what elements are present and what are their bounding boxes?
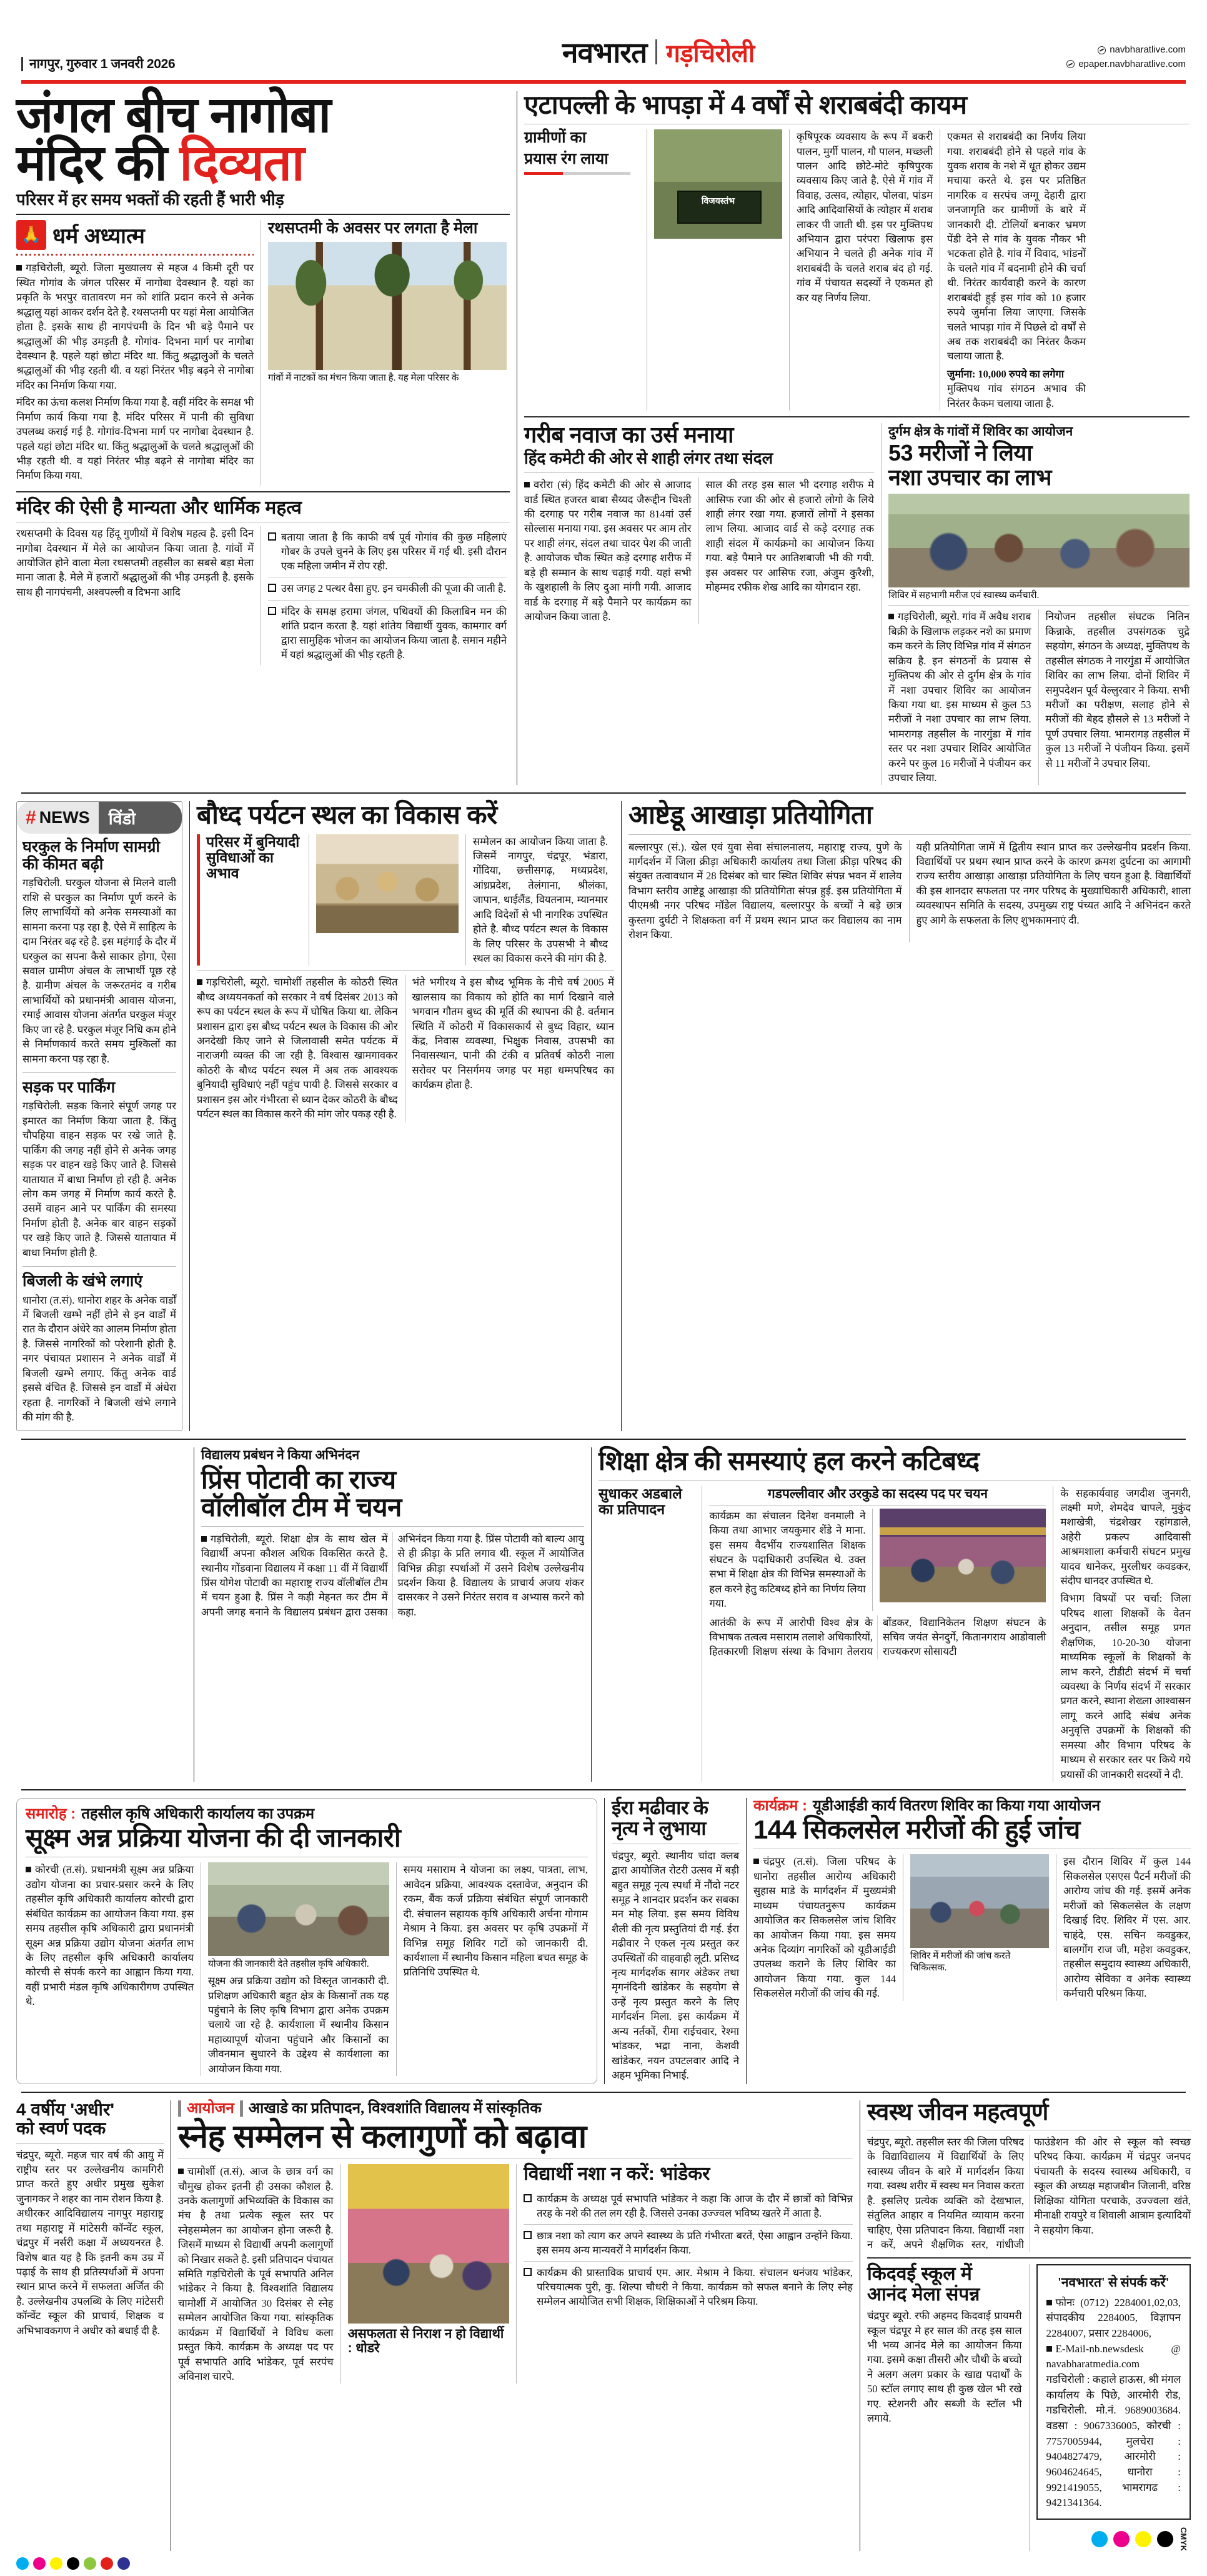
bauddha-deck-2: सुविधाओं का अभाव: [206, 849, 274, 882]
lead-headline-line1: जंगल बीच नागोबा: [16, 87, 330, 142]
bar-icon: [240, 2100, 243, 2117]
lead-col-right: [268, 220, 507, 485]
globe-icon: [1066, 60, 1075, 68]
cyan-dot-icon: [1091, 2531, 1108, 2547]
checkbox-square-icon: [268, 607, 276, 615]
reg-red-icon: [101, 2557, 113, 2570]
nasha-headline-2: नशा उपचार का लाभ: [888, 464, 1051, 490]
kalagun-photo-caption: असफलता से निराश न हो विद्यार्थी : धोडरे: [347, 2327, 504, 2356]
checkbox-square-icon: [524, 2231, 532, 2239]
nasha-col-a: गड़चिरोली, ब्यूरो. गांव में अवैध शराब बिक्री के खिलाफ लड़कर नशे का प्रमाण कम करने के लिए विभिन्न गांव में संगठन सक्रिय है. इन संगठनों के प्रयास से मुक्तिपथ की ओर से दुर्गम क्षेत्र के गांव में नशा उपचार शिविर का आयोजन किया गया था. इस माध्यम से कुल 53 मरीजों ने नशा उपचार का लाभ लिया. भामरागड़ तहसील के नारगुंडा में गांव स्तर पर नशा उपचार शिविर आयोजित करने पर कुल 16 मरीजों ने पंजीयन कर उपचार लिया.: [888, 611, 1031, 784]
irra-body: चंद्रपुर, ब्यूरो. स्थानीय चांदा क्लब द्वारा आयोजित रोटरी उत्सव में बड़ी बहुत समूह नृत्य स्पर्धा में नौंदो नटर समूह ने शानदार प्रदर्शन कर सबका मन मोह लिया. इस समय विविध शैली की नृत्य प्रस्तुतियां दी गई. ईरा मढीवार ने एकल नृत्य प्रस्तुत कर उपस्थितों की वाहवाही लूटी. प्रसिध्द नृत्य मार्गदर्शक सागर अंडेकर तथा मृगनंदिनी खांडेकर के सहयोग से उन्हें नृत्य प्रस्तुत करने के लिए मार्गदर्शन मिला. इस कार्यक्रम में अन्य नर्तकों, रीमा राईचवार, रेश्मा भांडकर, भद्रा नाना, केशवी खांडेकर, नयन उपटलवार आदि ने अहम भूमिका निभाई.: [612, 1849, 739, 2081]
liquor-ban-body: [524, 129, 1190, 411]
kalagun-photo-col: [348, 2164, 510, 2384]
news-item-body: धानोरा (त.सं). धानोरा शहर के अनेक वार्डों में बिजली खम्भे नहीं होने से इन वार्डों में रात के दौरान अंधेरे का आलम निर्माण होता है. जिससे नागरिकों को परेशानी होती है. नगर पंचायत प्रशासन ने अनेक वार्डों में बिजली खम्भे लगाए. किंतु अनेक वार्ड इससे वंचित है. जिससे इन वार्डों में अंधेरा रहता है. नागरिकों ने बिजली खंभे लगाने की मांग की है.: [22, 1294, 176, 1423]
samaroh-box: [16, 1798, 597, 2084]
kalagun-photo: [348, 2164, 510, 2324]
contact-box: [1036, 2264, 1191, 2519]
news-item: [22, 839, 176, 1066]
adheer-headline-2: को स्वर्ण पदक: [16, 2119, 106, 2139]
epaper-link[interactable]: epaper.navbharatlive.com: [1078, 58, 1186, 69]
bottom-zone: [16, 2100, 1191, 2551]
prince-kicker: विद्यालय प्रबंधन ने किया अभिनंदन: [201, 1447, 360, 1463]
web-links: [1066, 43, 1186, 71]
news-item-title: बिजली के खंभे लगाएं: [22, 1272, 143, 1290]
tag-bars-left: [178, 2100, 181, 2117]
karyakram-photo-caption: शिविर में मरीजों की जांच करते चिकित्सक.: [910, 1951, 1011, 1974]
news-item-body: गड़चिरोली. सड़क किनारे संपूर्ण जगह पर इमारत का निर्माण किया जाता है. किंतु चौपहिया वाहन सड़क पर रखे जाते है. पार्किंग की जगह नहीं होने से अनेक जगह सड़क पर वाहन खड़े किए जाते है. जिससे यातायात में बाधा निर्माण हो रही है. अनेक लोग कम जगह में निर्माण कार्य करते है. उसमें वाहन आने पर पार्किंग की समस्या निर्माण होती है. अनेक बार वाहन सड़कों पर खड़े किए जाते है. जिससे यातायात में बाधा निर्माण होती है.: [22, 1100, 176, 1259]
karyakram-col-b: इस दौरान शिविर में कुल 144 सिकलसेल एसएस पैटर्न मरीजों की आरोग्य जांच की गई. इसमें अनेक मरीजों को सिकलसेल के लक्षण दिखाई दिए. शिविर में एस. आर. चाहंदे, एस. सचिन कवडुकर, बालगोंग राज जी, महेश कवडुकर, तहसील समुदाय स्वास्थ्य अधिकारी, आरोग्य सेविका व अनेक स्वास्थ्य कर्मचारी परिश्रम किया.: [1063, 1855, 1191, 2000]
bauddha-deck-col: [197, 834, 302, 966]
checkbox-square-icon: [524, 2268, 532, 2276]
karyakram-photo-col: [910, 1854, 1049, 2000]
prince-body: गड़चिरोली, ब्यूरो. शिक्षा क्षेत्र के साथ खेल में विद्यार्थी अपना कौशल अधिक विकसित करते है. स्थानीय गोंडवाना विद्यालय में कक्षा 11 वीं में विद्यार्थी प्रिंस योगेश पोटावी का महाराष्ट्र राज्य वॉलीबॉल टीम में चयन हुआ है. प्रिंस ने कड़ी मेहनत कर टीम में अपनी जगह बनाने के विद्यालय प्रबंधन द्वारा उसका अभिनंदन किया गया है. प्रिंस पोटावी को बाल्य आयु से ही क्रीड़ा के प्रति लगाव थी. स्कूल में आयोजित विभिन्न क्रीड़ा स्पर्धाओं में उसने विशेष उल्लेखनीय प्रदर्शन किया है. विद्यालय के प्राचार्य अजय शंकर दासरकर ने उसने निरंतर सराव व अभ्यास करने को कहा.: [201, 1532, 584, 1618]
bauddha-col-b: भंते भगीरथ ने इस बौध्द भूमिक के नीचे वर्ष 2005 में खालसाय का विकाय को होति का मार्ग दिखाने वाले भगवान गौतम बुध्द की मूर्ति की स्थापना की है. वर्तमान स्थिति में कोठरी में विकासकार्य से बुध्द विहार, ध्यान केंद्र, निवास व्यवस्था, भिक्षुक निवास, उपसभी का निवासस्थान, पानी की टंकी व प्रतिवर्ष कोठरी नाला सरोवर पर निसर्गमय जगह पर महा धम्मपरिषद का कार्यक्रम होता है.: [412, 976, 614, 1091]
akhada-col-a: बल्लारपुर (सं.). खेल एवं युवा सेवा संचालनालय, महाराष्ट्र राज्य, पुणे के मार्गदर्शन में जिला क्रीड़ा अधिकारी कार्यालय तथा जिला क्रीड़ा परिषद की संयुक्त तत्वावधान में 28 दिसंबर को चार स्थित शिविर संपन्न भवन में शालेय विभाग स्तरीय आष्टेडू आखाड़ा की प्रतियोगिता संपन्न हुई. इस प्रतियोगिता में पीएमश्री नगर परिषद मॉडेल विद्यालय, बल्लारपुर के बच्चों ने बड़े छात्र कुस्तगा दुर्घटी ने शिक्षकता वर्ग में प्रथम स्थान प्राप्त कर विद्यालय का नाम रोशन किया.: [628, 841, 902, 941]
karyakram-col-a: चंद्रपुर (त.सं). जिला परिषद के धानोरा तहसील आरोग्य अधिकारी सुहास माडे के मार्गदर्शन में मुख्यमंत्री माध्यम पंचायतनुरूप कार्यक्रम आयोजित कर सिकलसेल जांच शिविर का आयोजन किया गया. इस समय अनेक दिव्यांग नागरिकों को यूडीआईडी उपलब्ध कराने के लिए शिविर का आयोजन किया गया. कुल 144 सिकलसेल मरीजों की जांच की गई.: [753, 1855, 896, 2000]
garib-col-a: वरोरा (सं) हिंद कमेटी की ओर से आजाद वार्ड स्थित हजरत बाबा सैय्यद जैरूद्दीन चिश्ती की दरगाह पर गरीब नवाज का 814वां उर्स सोल्लास मनाया गया. इस अवसर पर आम तोर पर शाही लंगर, संदल तथा चादर पेश की जाती है. आयोजक चौक स्थित कड़े दरगाह शरीफ में बड़े ही सम्मान के साथ चढ़ाई गयी. यहां सभी के खुशहाली के लिए दुआ मांगी गयी. आजाद वार्ड के दरगाह में बड़े पैमाने पर कार्यक्रम का आयोजन किया जाता है.: [524, 479, 692, 622]
irra-headline-2: नृत्य ने लुभाया: [612, 1817, 706, 1839]
bauddha-col-a: गड़चिरोली, ब्यूरो. चामोर्शी तहसील के कोठरी स्थित बौध्द अध्ययनकर्ता को सरकार ने वर्ष दिसंबर 2013 को रूप का पर्यटन स्थल के रूप में घोषित किया था. लेकिन प्रशासन द्वारा इस बौध्द पर्यटन स्थल के विकास की ओर अनदेखी किए जाने से जिलावासी समेत पर्यटक में नाराजगी व्यक्त की जा रही है. विश्वास खामगावकर कोठरी के बौध्द पर्यटन स्थल में अब तक आवश्यक बुनियादी सुविधाएं नहीं पहुंच पायी है. जिससे सरकार व प्रशासन इस ओर गंभीरता से ध्यान देकर कोठरी के बौध्द पर्यटन स्थल का विकास करने की मांग जोर पकड़ रही है.: [197, 976, 398, 1121]
checkbox-square-icon: [268, 532, 276, 541]
bottom-right-col: [867, 2100, 1191, 2551]
lead-photo-caption: गांवों में नाटकों का मंचन किया जाता है. यह मेला परिसर के: [268, 372, 459, 383]
swasth-headline: स्वस्थ जीवन महत्वपूर्ण: [867, 2099, 1048, 2126]
lead-side-kicker: रथसप्तमी के अवसर पर लगता है मेला: [268, 219, 478, 237]
kidwai-headline-2: आनंद मेला संपन्न: [867, 2284, 980, 2305]
section-badge-label: धर्म अध्यात्म: [52, 224, 145, 249]
kalagun-story: [178, 2100, 853, 2551]
brand-title: नवभारत: [562, 36, 647, 69]
lead-sub-text: रथसप्तमी के दिवस यह हिंदू गुणीयों में विशेष महत्व है. इसी दिन नागोबा देवस्थान में मेले का आयोजन किया जाता है. गांवों में आयोजित होने वाला मेला रथसप्तमी तहसील का सबसे बड़ा मेला माना जाता है. मेले में हजारों श्रद्धालुओं की भीड़ उमड़ती है. इसके साथ ही नागपंचमी, अश्वपल्ली व दिभना आदि: [16, 527, 254, 598]
kidwai-headline-1: किदवई स्कूल में: [867, 2264, 972, 2285]
shiksha-deck-1: सुधाकर अडबाले: [599, 1485, 682, 1502]
swasth-body: चंद्रपुर, ब्यूरो. तहसील स्तर की जिला परिषद के विद्याविद्यालय में विद्यार्थियों के लिए स्वास्थ्य जीवन के बारे में मार्गदर्शन किया गया. स्वस्थ शरीर में स्वस्थ मन निवास करता है. इसलिए प्रत्येक व्यक्ति को देखभाल, संतुलित आहार व नियमित व्यायाम करना चाहिए, ऐसा प्रतिपादन किया. विद्यार्थी नशा न करें, अपने शैक्षणिक स्तर, गांधीजी फाउंडेशन की ओर से स्कूल को स्वच्छ परिषद किया. कार्यक्रम में चंद्रपुर जनपद पंचायती के सदस्य स्वास्थ्य अधिकारी, व स्कूल की अध्यक्ष महाजबीन जिलानी, वरिष्ठ शिक्षिका योगिता परचाके, उज्ज्वला खंते, मीनाक्षी रायपुरे व शिवाली आत्राम इत्यादियों ने सहयोग किया.: [867, 2136, 1191, 2250]
lead-sub-body: [16, 526, 510, 666]
liquor-deck-2: प्रयास रंग लाया: [524, 149, 608, 167]
akhada-headline: आष्टेडू आखाड़ा प्रतियोगिता: [628, 800, 873, 830]
news-item: [22, 1273, 176, 1424]
list-item: छात्र नशा को त्याग कर अपने स्वास्थ्य के प्रति गंभीरता बरतें, ऐसा आह्वान उन्होंने किया. इस समय अन्य मान्यवरों ने मार्गदर्शन किया.: [524, 2225, 853, 2262]
bullet-square-icon: [201, 1536, 207, 1542]
lead-body-1-text: गड़चिरोली, ब्यूरो. जिला मुख्यालय से महज 4 किमी दूरी पर स्थित गोगांव के जंगल परिसर में नागोबा देवस्थान है. यहां का प्रकृति के भरपुर वातावरण मन को शांति प्रदान करने से अनेक श्रद्धालु यहां आकर दर्शन देते है. रथसप्तमी पर यहां मेला आयोजित होता है. इसके साथ ही नागपंचमी के दिन भी बड़े पैमाने पर श्रद्धालुओं की भीड़ उमड़ती है. गोगांव- दिभना मार्ग पर नागोबा देवस्थान है. पहले यहां छोटा मंदिर था. किंतु श्रद्धालुओं के चलते श्रद्धालुओं की भीड़ रहती थी. व यहां निरंतर भीड़ बढ़ने से नागोबा मंदिर का निर्माण किया गया.: [16, 262, 254, 391]
kidwai-body: चंद्रपुर ब्यूरो. रफी अहमद किदवाई प्रायमरी स्कूल चंद्रपूर मे हर साल की तरह इस साल भी भव्य आनंद मेले का आयोजन किया गया. इसमे कक्षा तीसरी और चौथी के बच्चो ने अलग अलग प्रकार के खाद्य पदार्थों के 50 स्टॉल लगाए साथ ही कुछ खेल भी रखे गए. स्टेशनरी और सब्जी के स्टॉल भी लगाये.: [867, 2310, 1022, 2425]
contact-col: [1036, 2264, 1191, 2551]
registration-color-bar: [16, 2557, 1191, 2570]
bauddha-deck-1: परिसर में बुनियादी: [206, 833, 300, 850]
liquor-col-a: कृषिपूरक व्यवसाय के रूप में बकरी पालन, मुर्गी पालन, गौ पालन, मच्छली पालन आदि छोटे-मोटे कृषिपुरक व्यवसाय किए जाते है. ऐसे में गांव में विवाह, उत्सव, त्योहार, पोलवा, पांडम आदि आदिवासियों के त्योहार में शराब लाकर पी जाती थी. इस पर मुक्तिपथ अभियान द्वारा परंपरा खिलाफ इस अभियान ने चलते ही अनेक गांव में शराबबंदी के चलते शराब बंद हो गई. गांव में पंचायत सदस्यों ने एकमत हो कर यह निर्णय लिया.: [797, 131, 933, 304]
section-badge-dharma: [16, 220, 254, 250]
news-item-title: सड़क पर पार्किंग: [22, 1078, 116, 1096]
samaroh-tag: समारोह :: [26, 1805, 76, 1822]
dotted-divider: [16, 254, 254, 256]
masthead: [16, 0, 1191, 76]
adheer-body: चंद्रपुर, ब्यूरो. महज चार वर्ष की आयु में राष्ट्रीय स्तर पर उल्लेखनीय कामगिरी प्राप्त करते हुए अधीर प्रमुख सुकेश जुनागकर ने शहर का नाम रोशन किया है. अधीरकर आदिविद्यालय नागपुर महाराष्ट्र तथा महाराष्ट्र में मांटेसरी कॉन्वेंट स्कूल, चंद्रपुर में नर्सरी कक्षा में अध्ययनरत है. विशेष बात यह है कि इतनी कम उम्र में पढ़ाई के साथ ही प्रतिस्पर्धाओं में अपना स्थान प्राप्त करने में सफलता अर्जित की है. उल्लेखनीय उपलब्धि के लिए मांटेसरी कॉन्वेंट स्कूल की प्राचार्य, शिक्षक व अभिभावकगण ने अधीर को बधाई दी है.: [16, 2149, 164, 2337]
shiksha-headline: शिक्षा क्षेत्र की समस्याएं हल करने कटिबध्द: [599, 1446, 980, 1476]
news-item-body: गड़चिरोली. घरकुल योजना से मिलने वाली राशि से घरकुल का निर्माण पूर्ण करने के लिए लाभार्थियों को अनेक समस्याओं का सामना करना पड़ रहा है. ऐसे में साहित्य के दाम निरंतर बढ़ रहे है. इस महंगाई के दौर में घरकुल का सपना कैसे साकार होगा, ऐसा सवाल ग्रामीण अंचल के लाभार्थी पूछ रहे है. ग्रामीण अंचल के जरूरतमंद व गरीब लाभार्थियों को प्रधानमंत्री आवास योजना, रमाई आवास योजना अंतर्गत घरकुल मंजूर किए जा रहे है. घरकुल मंजूर निधि कम होने से निर्माणकार्य करते समय मुश्किलों का सामना करना पड़ रहा है.: [22, 877, 176, 1065]
lead-subhead: मंदिर की ऐसी है मान्यता और धार्मिक महत्व: [16, 497, 302, 518]
tab-news[interactable]: # NEWS: [17, 802, 99, 834]
checkbox-square-icon: [268, 584, 276, 592]
website-link[interactable]: navbharatlive.com: [1110, 44, 1186, 55]
reg-magenta-icon: [33, 2557, 46, 2570]
nasha-headline-1: 53 मरीजों ने लिया: [888, 440, 1033, 466]
shiksha-event-photo: [880, 1509, 1046, 1602]
samaroh-col-a: कोरची (त.सं). प्रधानमंत्री सूक्ष्म अन्न प्रक्रिया उद्योग योजना का प्रचार-प्रसार करने के लिए तहसील कृषि अधिकारी कार्यालय कोरची द्वारा संबंधित कार्यक्रम का आयोजन किया गया. इस समय तहसील कृषि अधिकारी द्वारा प्रधानमंत्री सूक्ष्म अन्न प्रक्रिया उद्योग योजना अंतर्गत लाभ के लिए तहसील कृषि अधिकारी कार्यालय कोरची से संपर्क करने का आह्वान किया गया. वहीं प्रभारी मंडल कृषि अधिकारीगण उपस्थित थे.: [26, 1864, 194, 2008]
shiksha-sub-kicker: गडपल्लीवार और उरकुडे का सदस्य पद पर चयन: [767, 1485, 988, 1501]
nasha-photo-caption: शिविर में सहभागी मरीज एवं स्वास्थ्य कर्मचारी.: [888, 590, 1040, 601]
samaroh-kicker: तहसील कृषि अधिकारी कार्यालय का उपक्रम: [81, 1805, 315, 1822]
garib-nawaz-deck: हिंद कमेटी की ओर से शाही लंगर तथा संदल: [524, 449, 773, 468]
third-zone: [16, 1447, 1191, 1782]
prince-headline-2: वॉलीबॉल टीम में चयन: [201, 1492, 402, 1522]
shiksha-col-a: कार्यक्रम का संचालन दिनेश वनमाली ने किया तथा आभार जयकुमार शेंडे ने माना. इस समय वैदर्भीय राज्यशासित शिक्षक संघटन के पदाधिकारी उपस्थित थे. उक्त सभा में शिक्षा क्षेत्र की विभिन्न समस्याओं के हल करने हेतु कटिबध्द होने का निर्णय लिया गया.: [709, 1509, 866, 1610]
irra-headline-1: ईरा मढीवार के: [612, 1796, 708, 1819]
lead-sub-col-b: [268, 526, 507, 666]
bauddha-story: [197, 801, 614, 1431]
kalagun-col-left: चामोर्शी (त.सं). आज के छात्र वर्ग का चौमुख होकर इतनी ही उसका कौशल है. उनके कलागुणों अभिव्यक्ति के विकास का मंच है तथा प्रत्येक स्कूल स्तर पर स्नेहसम्मेलन का आयोजन होना जरूरी है. जिसमें माध्यम से विद्यार्थी अपनी कलागुणों को निखार सकते है. इसी प्रतिपादन पंचायत समिति गड़चिरोली के पूर्व सभापति अनिल भांडेकर ने किया है. विश्वशांति विद्यालय चामोर्शी में आयोजित 30 दिसंबर से स्नेह सम्मेलन आयोजित किया गया. सांस्कृतिक कार्यक्रम में विद्यार्थियों ने विविध कला प्रस्तुत किये. कार्यक्रम के अध्यक्ष पद पर पूर्व सभापति आदि भांडेकर, पूर्व सरपंच अविनाश चारपे.: [178, 2165, 334, 2383]
liquor-ban-headline: एटापल्ली के भापड़ा में 4 वर्षों से शराबबंदी कायम: [524, 90, 967, 119]
fourth-zone: [16, 1798, 1191, 2084]
bullet-square-icon: [888, 614, 894, 619]
shiksha-photo-col: [880, 1509, 1046, 1611]
reg-yellow-icon: [50, 2557, 62, 2570]
liquor-deck-col: [524, 129, 640, 411]
cmyk-label: CMYK: [1179, 2527, 1188, 2552]
lead-body-1: [16, 261, 254, 482]
samaroh-story: [16, 1798, 597, 2084]
irra-story: [612, 1798, 739, 2084]
third-left-spacer: [16, 1447, 187, 1782]
top-zone: [16, 87, 1191, 785]
edition-title: गड़चिरोली: [666, 39, 755, 67]
liquor-col-b: एकमत से शराबबंदी का निर्णय लिया गया. शराबबंदी होने से पहले गांव के युवक शराब के नशे में धूत होकर उद्यम मचाया करते थे. इस पर प्रतिष्ठित नागरिक व सरपंच जग्गू देहारी द्वारा जनजागृति कर ग्रामीणों के बारे में जानकारी दी. टोलियों बनाकर भ्रमण पेंडी देने से गांव के युवक नौकर भी भटकता होते है. गांव में विवाद, भांडनों के चलते गांव में बदनामी होने की चर्चा थी. निरंतर कार्यवाही करने के कारण शराबबंदी हुई इस गांव को 10 हजार रुपये जुर्माना लिया जाएगा. जिसके चलते भापड़ा गांव में पिछले दो वर्षों से अब तक शराबबंदी का निरंतर कैकम चलाया जाता है. जुर्माना: 10,000 रुपये का लगेगा मुक्तिपथ गांव संगठन अभाव की निरंतर कैकम चलाया जाता है.: [947, 129, 1086, 411]
bullet-square-icon: [178, 2169, 184, 2174]
lead-col-left: [16, 220, 254, 485]
liquor-photo-col: [654, 129, 782, 411]
brand-separator: [655, 39, 657, 64]
garib-col-b: साल की तरह इस साल भी दरगाह शरीफ मे आसिफ रजा की ओर से हजारो लोगो के लिये शाही लंगर रखा गया. हजारों लोगों ने इसका लाभ लिया. आजाद वार्ड से कड़े दरगाह तक शाही संदल में कार्यक्रमो का आयोजन किया गया. बड़े पैमाने पर आतिशबाजी भी की गयी. इस अवसर पर आसिफ रजा, अंजुम कुरैशी, मोहम्मद रफीक शेख आदि का योगदान रहा.: [705, 479, 874, 594]
karyakram-headline: 144 सिकलसेल मरीजों की हुई जांच: [753, 1815, 1080, 1845]
garib-nawaz-headline: गरीब नवाज का उर्स मनाया: [524, 422, 733, 448]
kalagun-bullet-list: [524, 2188, 853, 2313]
samaroh-photo: [208, 1862, 389, 1956]
accent-progress-bar: [524, 172, 630, 175]
lead-photo-temple-grove: [268, 242, 507, 370]
nasha-kicker: दुर्गम क्षेत्र के गांवों में शिविर का आयोजन: [888, 424, 1073, 439]
nasha-camp-photo: [888, 494, 1190, 587]
karyakram-kicker: यूडीआईडी कार्य वितरण शिविर का किया गया आयोजन: [813, 1797, 1101, 1814]
liquor-highlight: जुर्माना: 10,000 रुपये का लगेगा: [947, 367, 1064, 380]
reg-green-icon: [84, 2557, 96, 2570]
lead-headline-line2: [16, 134, 510, 191]
samaroh-photo-caption: योजना की जानकारी देते तहसील कृषि अधिकारी.: [208, 1959, 369, 1970]
samaroh-headline: सूक्ष्म अन्न प्रक्रिया योजना की दी जानकारी: [26, 1823, 401, 1853]
samaroh-tagline: [26, 1806, 588, 1822]
liquor-deck-1: ग्रामीणों का: [524, 129, 587, 147]
bauddha-col-c: सम्मेलन का आयोजन किया जाता है. जिसमें नागपुर, चंद्रपूर, भंडारा, गोंदिया, छत्तीसगढ़, मध्यप्रदेश, आंध्रप्रदेश, तेलंगाना, श्रीलंका, जापान, थाईलैंड, वियतनाम, म्यानमार आदि विदेशों से भी नागरिक उपस्थित होते है. बौध्द पर्यटन स्थल के विकास के लिए परिसर के उपसभी ने बौध्द स्थल का विकास करने की मांग की है.: [473, 835, 608, 964]
shiksha-deck-2: का प्रतिपादन: [599, 1500, 665, 1517]
tab-video[interactable]: विंडो: [99, 802, 182, 834]
kalagun-subhead: विद्यार्थी नशा न करें: भांडेकर: [524, 2164, 710, 2185]
second-row-right: [524, 423, 1190, 785]
reg-blue-icon: [117, 2557, 130, 2570]
bullet-square-icon: [524, 482, 530, 487]
lead-headline-part-b: दिव्यता: [179, 134, 304, 191]
lead-body-zone: [16, 220, 510, 485]
vijay-stambh-photo: [654, 129, 782, 239]
contact-line-email: E-Mail-nb.newsdesk @ navabharatmedia.com: [1046, 2342, 1181, 2370]
news-item-title: घरकुल के निर्माण सामग्री की कीमत बढ़ी: [22, 838, 160, 873]
magenta-dot-icon: [1113, 2531, 1130, 2547]
top-right-zone: [524, 91, 1190, 785]
bullet-square-icon: [197, 979, 202, 985]
bullet-square-icon: [1046, 2300, 1052, 2305]
lead-story: [16, 87, 510, 785]
kalagun-headline: स्नेह सम्मेलन से कलागुणों को बढ़ावा: [178, 2118, 587, 2155]
contact-title: 'नवभारत' से संपर्क करें': [1057, 2275, 1170, 2290]
samaroh-col-b: सूक्ष्म अन्न प्रक्रिया उद्योग को विस्तृत जानकारी दी. प्रशिक्षण अधिकारी बहुत क्षेत्र के किसानों तक यह पहुंचाने के लिए कृषि विभाग द्वारा अनेक उपक्रम चलाये जा रहे है. कार्यशाला में स्थानीय किसान महाव्यापूर्ण योजना पहुंचाने और किसानों का जीवनमान सुधारने के उद्देश्य से कार्यशाला का आयोजन किया गया.: [208, 1975, 389, 2075]
kidwai-story: [867, 2264, 1022, 2551]
bullet-square-icon: [26, 1867, 31, 1872]
shiksha-col-c: के सहकार्यवाह जगदीश जुनगरी, लक्ष्मी मणे, शेमदेव चापले, मुकुंद मशाखेत्री, चंद्रशेखर रहांगडाले, अहेरी प्रकल्प आदिवासी आश्रमशाला कर्मचारी संघटन प्रमुख यादव धानेकर, मुरलीधर कवडकर, संदीप धानदर उपस्थित थे. विभाग विषयों पर चर्चा: जिला परिषद शाला शिक्षकों के वेतन अनुदान, तसील समूह प्रगत शैक्षणिक, 10-20-30 योजना माध्यमिक स्कूलों के शिक्षकों के लाभ करने, टीडीटी संदर्भ में चर्चा व्यवस्था के निर्णय संदर्भ में सरकार प्रगत करने, स्थाना शेख्ला आश्वासन लागू करने आदि संबंध अनेक अनुवृत्ति उपक्रमों के शिक्षकों की समस्या और विभाग परिषद के माध्यम से सरकार स्तर पर किये गये प्रयासों की जानकारी सदस्यों ने दी.: [1060, 1486, 1191, 1782]
nasha-story: [888, 423, 1190, 785]
news-item: [22, 1079, 176, 1260]
karyakram-tagline: [753, 1798, 1191, 1814]
kalagun-bullets-col: [524, 2164, 853, 2384]
akhada-story: [628, 801, 1191, 1431]
adheer-headline-1: 4 वर्षीय 'अधीर': [16, 2100, 115, 2120]
shiksha-col-b: आतंकी के रूप में आरोपी विश्व क्षेत्र के विभाषक तत्वत्व मसाराम तलाशे अधिकारियों, हितकारणी शिक्षण संस्था के विभाग तेलराय बोंडकर, विद्यानिकेतन शिक्षण संघटन के सचिव जयंत सेनदुर्गे, कितानगराय आडोवाली राज्यकरण सोसायटी: [709, 1616, 1046, 1658]
bar-icon: [178, 2100, 181, 2117]
yellow-dot-icon: [1135, 2531, 1151, 2547]
globe-icon: [1098, 46, 1106, 54]
liquor-highlight-note: मुक्तिपथ गांव संगठन अभाव की निरंतर कैकम चलाया जाता है.: [947, 382, 1086, 409]
prince-headline-1: प्रिंस पोटावी का राज्य: [201, 1464, 396, 1494]
list-item: कार्यक्रम की प्रास्ताविक प्राचार्य एम. आर. मेश्राम ने किया. संचालन धनंजय भांडेकर, परिचयात्मक पुरी, कु. शिल्पा चौधरी ने किया. कार्यक्रम को सफल बनाने के लिए स्नेह सम्मेलन आयोजित सभी शिक्षक, शिक्षिकाओं ने परिश्रम किया.: [524, 2262, 853, 2312]
bauddha-headline: बौध्द पर्यटन स्थल का विकास करें: [197, 800, 497, 830]
samaroh-mid-col: [208, 1862, 389, 2076]
brand-block: [562, 32, 755, 71]
middle-zone: [16, 801, 1191, 1431]
lead-bullet-list: [268, 526, 507, 666]
lead-deck: परिसर में हर समय भक्तों की रहती हैं भारी भीड़: [16, 190, 284, 209]
lead-body-2-text: मंदिर का ऊंचा कलश निर्माण किया गया है. वहीं मंदिर के समक्ष भी निर्माण कार्य किया गया है. मंदिर परिसर में पानी की सुविधा उपलब्ध कराई गई है. गोगांव-दिभना मार्ग पर नागोबा देवस्थान है. पहले यहां छोटा मंदिर था. किंतु श्रद्धालुओं के चलते श्रद्धालुओं की भीड़ रहती थी. व यहां निरंतर भीड़ बढ़ने से नागोबा मंदिर का निर्माण किया गया.: [16, 396, 254, 482]
tag-bars-right: [240, 2100, 243, 2117]
black-dot-icon: [1157, 2531, 1173, 2547]
bullet-square-icon: [753, 1859, 759, 1864]
akhada-col-b: यही प्रतियोगिता जामें में द्वितीय स्थान प्राप्त कर उल्लेखनीय प्रदर्शन किया. विद्यार्थियों पर प्रथम स्थान प्राप्त करने के कारण क्रमश दुर्घटना का आगामी राज्य स्तरीय आखाड़ा आखाड़ा प्रतियोगिता के लिए चयन हुआ है. विद्यार्थियों की इस शानदार सफलता पर नगर परिषद के मुख्याधिकारी अधिकारी, शाला व्यवस्थापन समिति के सदस्य, उपमुख्य राष्ट्र पंच्यत आदि ने अभिनंदन करते हुए आगे के सफलता के लिए शुभकामनाएं दी.: [916, 841, 1191, 926]
list-item: उस जगह 2 पत्थर वैसा हुए. इन चमकीली की पूजा की जाती है.: [268, 577, 507, 600]
namaste-icon: 🙏: [16, 220, 46, 250]
shiksha-story: [599, 1447, 1191, 1782]
header-red-rule: [21, 80, 1186, 84]
kalagun-tagline: [178, 2100, 853, 2117]
cmyk-marks: [1036, 2527, 1191, 2551]
reg-cyan-icon: [16, 2557, 29, 2570]
shiksha-deck-col: [599, 1486, 695, 1782]
prince-story: [201, 1447, 584, 1782]
news-window-tabs: [17, 802, 182, 834]
karyakram-photo: [910, 1854, 1049, 1948]
karyakram-story: [753, 1798, 1191, 2084]
dateline: नागपुर, गुरुवार 1 जनवरी 2026: [21, 57, 175, 71]
nasha-col-b: नियोजन तहसील संघटक नितिन किन्नाके, तहसील उपसंगठक चुद्रे सहयोग, संगठन के अध्यक्ष, मुक्तिपथ के तहसील संगठक ने नारगुंडा में आयोजित शिविर का लाभ लिया. दोनों शिविर में समुपदेशन पूर्व येल्लुरवार ने किया. सभी मरीजों का परीक्षण, सलाह होने से मरीजों की बेहद हौसले से 13 मरीजों ने पूर्ण उपचार लिया. भामरागड़ तहसील में कुल 13 मरीजों ने पंजीयन किया. इसमें से 11 मरीजों ने उपचार लिया.: [1045, 611, 1190, 769]
list-item: बताया जाता है कि काफी वर्ष पूर्व गोगांव की कुछ महिलाएं गोबर के उपले चुनने के लिए इस परिसर में गई थी. इसी दौरान एक महिला जमीन में रोप रही.: [268, 526, 507, 577]
hash-icon: #: [26, 807, 36, 828]
karyakram-tag: कार्यक्रम :: [753, 1797, 808, 1814]
garib-nawaz-story: [524, 423, 874, 785]
checkbox-square-icon: [524, 2194, 532, 2202]
contact-line-address: गडचिरोली : कहाले हाऊस, श्री मंगल कार्यालय के पिछे, आरमोरी रोड, गडचिरोली. मो.नं. 9689003684. वडसा : 9067336005, कोरची : 7757005944, मुलचेरा : 9404827479, आरमोरी : 9604624645, धानोरा : 9921419055, भामरागढ : 9421341364.: [1046, 2374, 1181, 2509]
shiksha-col-d: विभाग विषयों पर चर्चा: जिला परिषद शाला शिक्षकों के वेतन अनुदान, तसील समूह प्रगत शैक्षणिक, 10-20-30 योजना माध्यमिक स्कूलों के शिक्षकों के लाभ करने, टीडीटी संदर्भ में चर्चा व्यवस्था के निर्णय संदर्भ में सरकार प्रगत करने, स्थाना शेख्ला आश्वासन लागू करने आदि संबंध अनेक अनुवृत्ति उपक्रमों के शिक्षकों की समस्या और विभाग परिषद के माध्यम से सरकार स्तर पर किये गये प्रयासों की जानकारी सदस्यों ने दी.: [1060, 1592, 1191, 1780]
lead-sub-col-a: [16, 526, 254, 666]
news-window-box: [16, 801, 182, 1431]
bauddha-temple-photo: [316, 834, 459, 933]
reg-black-icon: [67, 2557, 79, 2570]
bullet-square-icon: [16, 265, 22, 271]
lead-headline-part-a: मंदिर की: [16, 134, 180, 191]
list-item: कार्यक्रम के अध्यक्ष पूर्व सभापति भांडेकर ने कहा कि आज के दौर में छात्रों को विभिन्न तरह के नशे की तल लग रही है. जिससे उनका उज्ज्वल भविष्य खतरे में आता है.: [524, 2188, 853, 2225]
bauddha-photo-col: [316, 834, 459, 966]
kalagun-tag: आयोजन: [187, 2100, 234, 2117]
list-item: मंदिर के समक्ष हरामा जंगल, पथिवयों की किलाबिन मन की शांति प्रदान करता है. यहां शांतेय विद्यार्थी युवक, कामगार वर्ग द्वारा सामुहिक भोजन का आयोजन किया जाता है. समान महीने में यहां श्रद्धालुओं की भीड़ रहती है.: [268, 601, 507, 666]
bullet-square-icon: [1046, 2346, 1052, 2352]
kalagun-kicker: आखाडे का प्रतिपादन, विश्वशांति विद्यालय में सांस्कृतिक: [248, 2100, 542, 2117]
adheer-story: [16, 2100, 164, 2551]
shiksha-center-col: [709, 1486, 1046, 1782]
contact-line-phone: फोनः (0712) 2284001,02,03, संपादकीय 2284005, विज्ञापन 2284007, प्रसार 2284006,: [1046, 2296, 1181, 2340]
samaroh-col-c: समय मसाराम ने योजना का लक्ष्य, पात्रता, लाभ, आवेदन प्रक्रिया, आवश्यक दस्तावेज, अनुदान की रकम, बैंक कर्ज प्रक्रिया संबंधित संपूर्ण जानकारी दी. संचालन सहायक कृषि अधिकारी अर्चना गोगाम मेश्राम ने किया. इस अवसर पर कृषि उपक्रमों में विभिन्न समूह शिविर गटों को जानकारी दी. कार्यशाला में स्थानीय किसान महिला बचत समूह के प्रतिनिधि उपस्थित थे.: [403, 1864, 588, 1979]
